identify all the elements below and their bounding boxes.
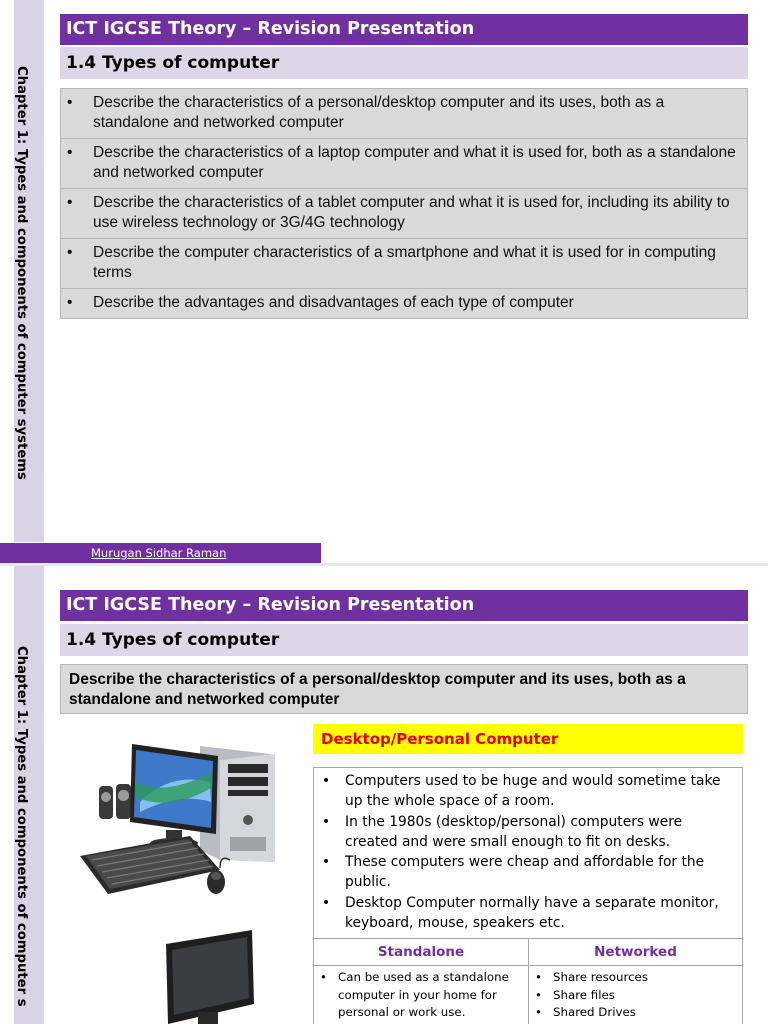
networked-column xyxy=(528,939,742,1024)
list-item: • These computers were cheap and affordable for the public. xyxy=(322,852,732,893)
networked-header: Networked xyxy=(529,939,742,966)
keyboard-icon xyxy=(80,836,220,894)
monitor-icon xyxy=(130,744,218,848)
chapter-side-label: Chapter 1: Types and components of computer s xyxy=(14,646,29,1007)
presentation-title: ICT IGCSE Theory – Revision Presentation xyxy=(60,14,748,45)
bullet-icon: • xyxy=(320,970,327,984)
list-item: • Can be used as a standalone computer in your home for personal or work use. xyxy=(320,969,522,1022)
flat-monitor-icon xyxy=(166,930,254,1024)
bullet-icon: • xyxy=(67,194,73,211)
bullet-icon: • xyxy=(322,813,331,830)
bullet-icon: • xyxy=(322,854,331,871)
list-item: • In the 1980s (desktop/personal) computers were created and were small enough to fit on desks. xyxy=(322,812,732,853)
objective-item: • Describe the characteristics of a tablet computer and what it is used for, including its ability to use wireless technology or 3G/4G technology xyxy=(60,188,748,239)
bullet-icon: • xyxy=(67,244,73,261)
list-item: • Share files xyxy=(535,987,736,1005)
list-item: • Shared Drives xyxy=(535,1004,736,1022)
bullet-icon: • xyxy=(67,294,73,311)
speakers-icon xyxy=(99,784,131,819)
desktop-computer-illustration xyxy=(70,742,300,1024)
standalone-header: Standalone xyxy=(314,939,528,966)
list-item: • Computers used to be huge and would sometime take up the whole space of a room. xyxy=(322,771,732,812)
bullet-icon: • xyxy=(535,987,542,1002)
slide-2 xyxy=(0,566,768,1024)
section-subtitle: 1.4 Types of computer xyxy=(60,47,748,79)
section-heading: Desktop/Personal Computer xyxy=(313,724,743,754)
bullet-icon: • xyxy=(67,94,73,111)
chapter-side-label: Chapter 1: Types and components of computer systems xyxy=(14,66,29,480)
bullet-icon: • xyxy=(322,773,331,789)
bullet-icon: • xyxy=(322,894,331,911)
objective-item: • Describe the characteristics of a personal/desktop computer and its uses, both as a standalone and networked computer xyxy=(60,88,748,139)
bullet-icon: • xyxy=(535,1005,542,1019)
standalone-networked-table xyxy=(313,938,743,1024)
bullet-icon: • xyxy=(535,970,542,984)
section-subtitle: 1.4 Types of computer xyxy=(60,624,748,656)
presentation-title: ICT IGCSE Theory – Revision Presentation xyxy=(60,590,748,621)
objective-box: Describe the characteristics of a personal/desktop computer and its uses, both as a standalone and networked computer xyxy=(60,664,748,714)
objective-item: • Describe the advantages and disadvantages of each type of computer xyxy=(60,288,748,319)
standalone-column xyxy=(314,939,528,1024)
bullet-icon: • xyxy=(67,144,73,161)
objective-item: • Describe the computer characteristics of a smartphone and what it is used for in computing terms xyxy=(60,238,748,289)
list-item: • Share resources xyxy=(535,969,736,987)
desktop-points-list xyxy=(313,767,743,939)
author-link[interactable]: Murugan Sidhar Raman xyxy=(0,543,321,563)
objectives-list xyxy=(60,89,748,319)
list-item: • Desktop Computer normally have a separate monitor, keyboard, mouse, speakers etc. xyxy=(322,893,732,934)
objective-item: • Describe the characteristics of a laptop computer and what it is used for, both as a standalone and networked computer xyxy=(60,138,748,189)
